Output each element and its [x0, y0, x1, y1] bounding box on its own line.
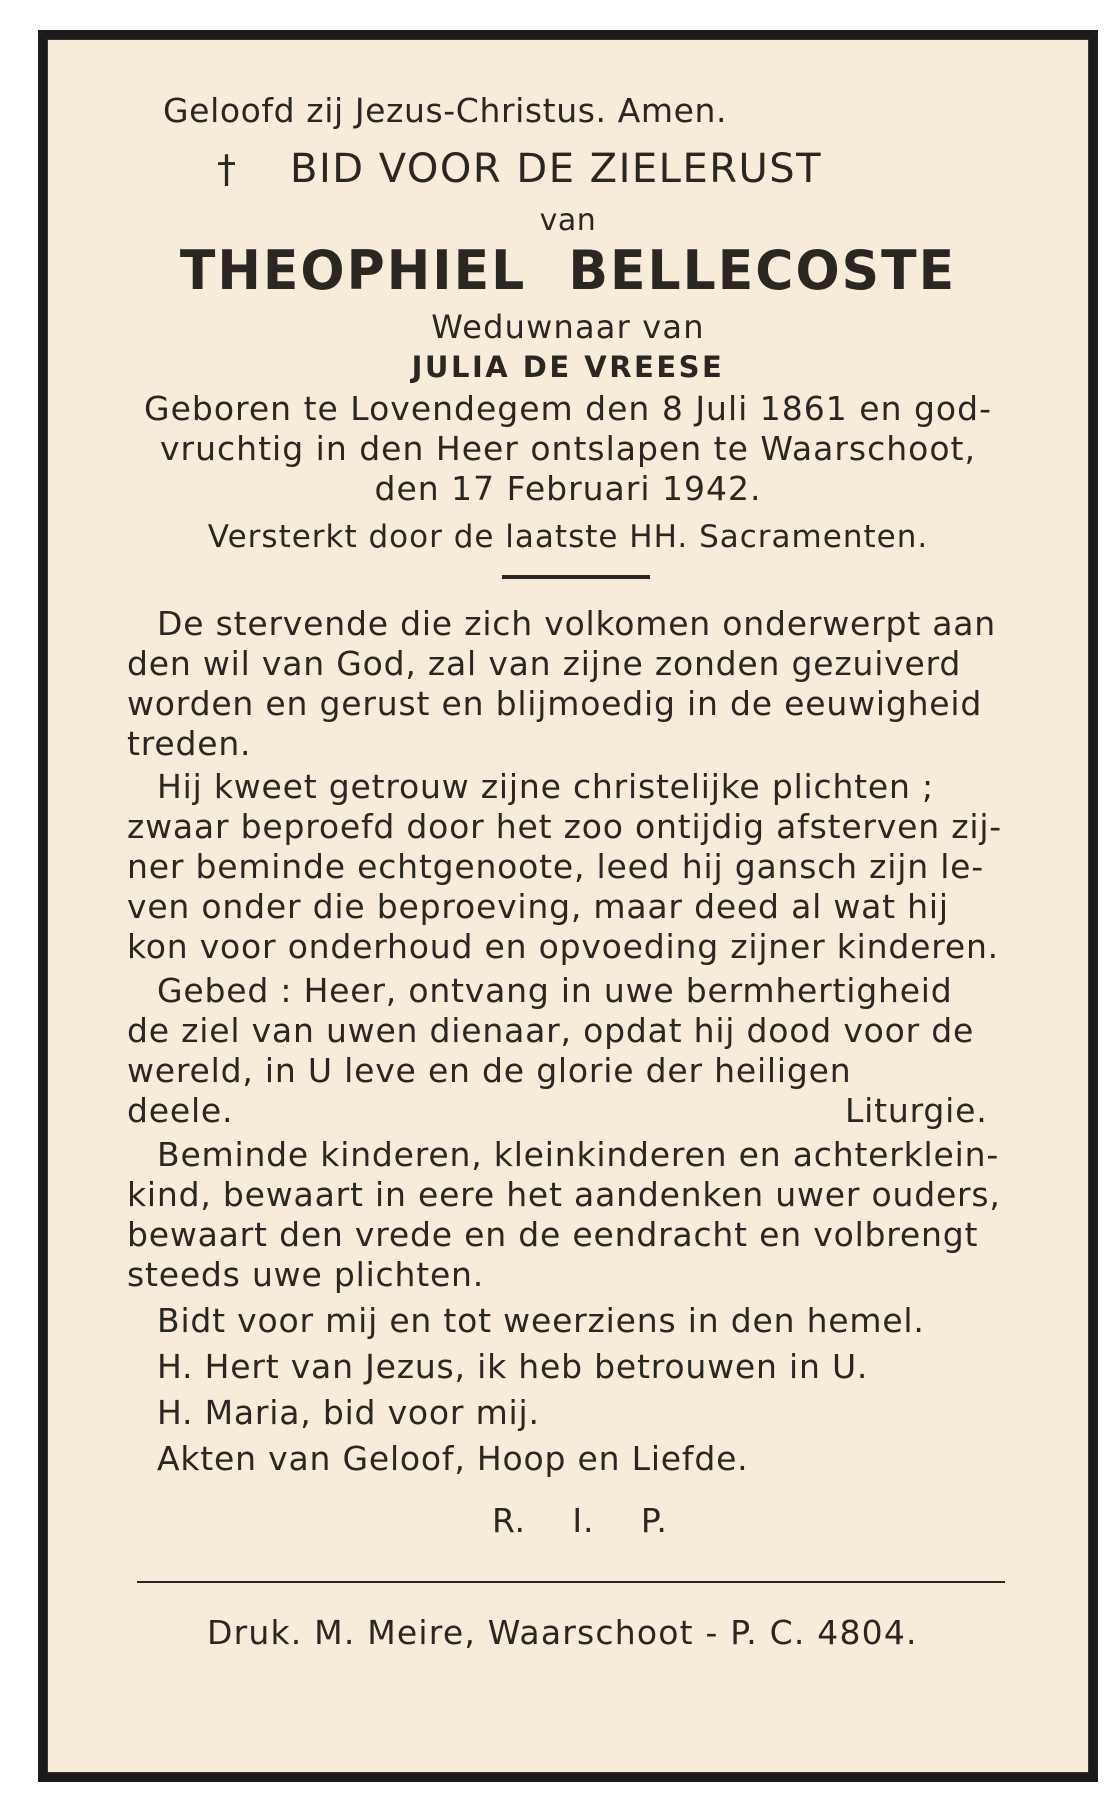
para1-line-3: worden en gerust en blijmoedig in de eeuwigheid: [127, 684, 983, 723]
para3-line-4: deele.: [127, 1091, 234, 1130]
relation-label: Weduwnaar van: [431, 308, 705, 346]
liturgie-source: Liturgie.: [845, 1091, 988, 1130]
para2-line-4: ven onder die beproeving, maar deed al wat hij: [127, 887, 949, 926]
para4-line-2: kind, bewaart in eere het aandenken uwer ouders,: [127, 1175, 1001, 1214]
closing-prayer-3: H. Maria, bid voor mij.: [157, 1393, 540, 1432]
death-date: den 17 Februari 1942.: [374, 469, 762, 508]
rip-text: R. I. P.: [492, 1501, 668, 1540]
para2-line-2: zwaar beproefd door het zoo ontijdig afsterven zij-: [127, 807, 1003, 846]
para3-line-2: de ziel van uwen dienaar, opdat hij dood voor de: [127, 1011, 975, 1050]
para2-line-3: ner beminde echtgenoote, leed hij gansch zijn le-: [127, 847, 984, 886]
printer-credit: Druk. M. Meire, Waarschoot - P. C. 4804.: [207, 1613, 918, 1652]
prayer-heading: BID VOOR DE ZIELERUST: [290, 146, 823, 192]
para2-line-1: Hij kweet getrouw zijne christelijke plichten ;: [157, 767, 934, 806]
closing-prayer-4: Akten van Geloof, Hoop en Liefde.: [157, 1439, 749, 1478]
closing-prayer-1: Bidt voor mij en tot weerziens in den hemel.: [157, 1301, 925, 1340]
deceased-name: THEOPHIEL BELLECOSTE: [179, 239, 957, 303]
para3-line-1: Gebed : Heer, ontvang in uwe bermhertigheid: [157, 971, 953, 1010]
short-divider: [502, 575, 650, 579]
spouse-name: JULIA DE VREESE: [411, 350, 725, 384]
closing-prayer-2: H. Hert van Jezus, ik heb betrouwen in U.: [157, 1347, 869, 1386]
para4-line-4: steeds uwe plichten.: [127, 1255, 485, 1294]
para1-line-2: den wil van God, zal van zijne zonden gezuiverd: [127, 644, 962, 683]
para4-line-1: Beminde kinderen, kleinkinderen en achterklein-: [157, 1135, 1000, 1174]
para4-line-3: bewaart den vrede en de eendracht en volbrengt: [127, 1215, 979, 1254]
cross-icon: †: [217, 147, 236, 191]
sacraments-line: Versterkt door de laatste HH. Sacramenten.: [207, 519, 929, 555]
birth-line-1: Geboren te Lovendegem den 8 Juli 1861 en god-: [144, 389, 992, 428]
memorial-card: [38, 30, 1098, 1782]
para2-line-5: kon voor onderhoud en opvoeding zijner kinderen.: [127, 927, 999, 966]
footer-divider: [137, 1581, 1005, 1583]
para1-line-4: treden.: [127, 724, 252, 763]
para1-line-1: De stervende die zich volkomen onderwerpt aan: [157, 604, 997, 643]
van-label: van: [539, 203, 597, 238]
para3-line-3: wereld, in U leve en de glorie der heiligen: [127, 1051, 852, 1090]
birth-line-2: vruchtig in den Heer ontslapen te Waarschoot,: [160, 429, 976, 468]
greeting: Geloofd zij Jezus-Christus. Amen.: [163, 91, 728, 130]
